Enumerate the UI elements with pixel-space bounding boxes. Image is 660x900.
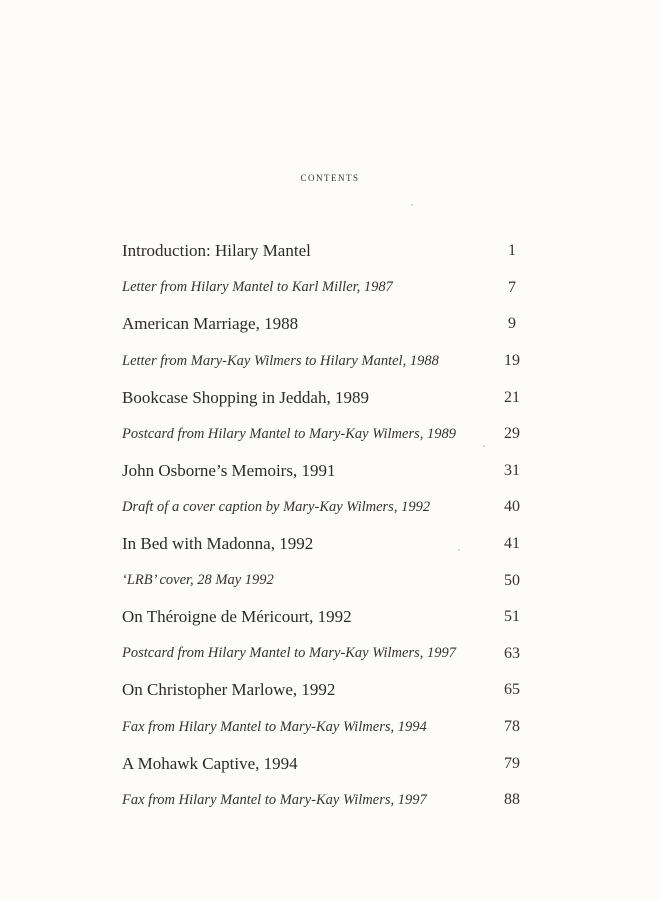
toc-entry bbox=[122, 489, 522, 526]
contents-heading: contents bbox=[300, 169, 360, 184]
entry-title: John Osborne’s Memoirs, 1991 bbox=[122, 460, 336, 480]
entry-page-number: 63 bbox=[504, 644, 520, 662]
entry-page-number: 50 bbox=[504, 571, 520, 589]
toc-entry bbox=[122, 526, 522, 563]
entry-title: Letter from Mary-Kay Wilmers to Hilary Mantel, 1988 bbox=[122, 352, 439, 369]
entry-page-number: 51 bbox=[504, 608, 520, 626]
toc-entry bbox=[122, 379, 522, 416]
entry-title: Introduction: Hilary Mantel bbox=[122, 241, 311, 261]
entry-title: Draft of a cover caption by Mary-Kay Wilmers, 1992 bbox=[122, 498, 431, 515]
entry-title: In Bed with Madonna, 1992 bbox=[122, 534, 314, 554]
entry-title: Fax from Hilary Mantel to Mary-Kay Wilmers, 1994 bbox=[122, 718, 427, 735]
paper-speck bbox=[411, 204, 413, 206]
paper-speck bbox=[483, 445, 485, 447]
entry-page-number: 9 bbox=[508, 315, 516, 333]
entry-page-number: 78 bbox=[504, 718, 520, 736]
entry-page-number: 65 bbox=[504, 681, 520, 699]
toc-entry bbox=[122, 745, 522, 782]
table-of-contents bbox=[122, 233, 522, 819]
entry-page-number: 41 bbox=[504, 535, 520, 553]
paper-speck bbox=[458, 549, 460, 551]
toc-entry bbox=[122, 709, 522, 746]
toc-entry bbox=[122, 636, 522, 673]
entry-title: On Théroigne de Méricourt, 1992 bbox=[122, 607, 352, 627]
toc-entry bbox=[122, 562, 522, 599]
entry-title: Fax from Hilary Mantel to Mary-Kay Wilmers, 1997 bbox=[122, 791, 427, 808]
toc-entry bbox=[122, 782, 522, 819]
toc-entry bbox=[122, 599, 522, 636]
entry-page-number: 88 bbox=[504, 791, 520, 809]
entry-page-number: 31 bbox=[504, 461, 520, 479]
toc-entry bbox=[122, 343, 522, 380]
toc-entry bbox=[122, 453, 522, 490]
entry-page-number: 7 bbox=[508, 278, 516, 296]
entry-page-number: 29 bbox=[504, 425, 520, 443]
entry-title: On Christopher Marlowe, 1992 bbox=[122, 680, 336, 700]
entry-title: ‘LRB’ cover, 28 May 1992 bbox=[122, 572, 274, 589]
entry-page-number: 40 bbox=[504, 498, 520, 516]
toc-entry bbox=[122, 672, 522, 709]
entry-title: A Mohawk Captive, 1994 bbox=[122, 753, 298, 773]
entry-page-number: 21 bbox=[504, 388, 520, 406]
entry-page-number: 79 bbox=[504, 754, 520, 772]
entry-title: Postcard from Hilary Mantel to Mary-Kay Wilmers, 1997 bbox=[122, 645, 457, 662]
toc-entry bbox=[122, 270, 522, 307]
toc-entry bbox=[122, 233, 522, 270]
toc-entry bbox=[122, 416, 522, 453]
toc-entry bbox=[122, 306, 522, 343]
entry-title: Letter from Hilary Mantel to Karl Miller, 1987 bbox=[122, 279, 393, 296]
entry-title: Postcard from Hilary Mantel to Mary-Kay Wilmers, 1989 bbox=[122, 425, 457, 442]
entry-page-number: 1 bbox=[508, 242, 516, 260]
entry-title: American Marriage, 1988 bbox=[122, 314, 299, 334]
entry-title: Bookcase Shopping in Jeddah, 1989 bbox=[122, 387, 369, 407]
entry-page-number: 19 bbox=[504, 352, 520, 370]
